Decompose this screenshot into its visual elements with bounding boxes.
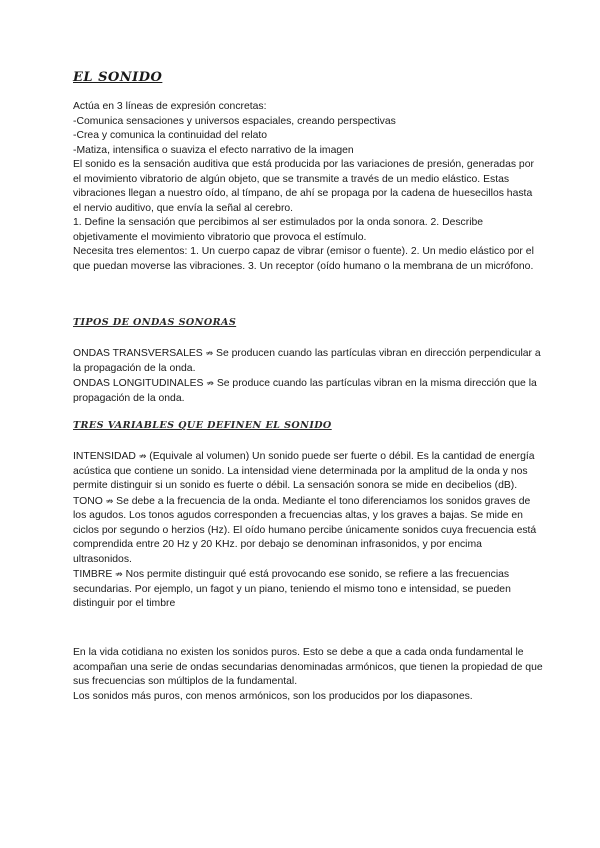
definition-text: Se debe a la frecuencia de la onda. Mediante el tono diferenciamos los sonidos graves de los agudos. Los tonos agudos corresponden a frecuencias altas, y los graves a bajas. Se mide en ciclos por segundo o herzios (Hz). El oído humano percibe únicamente sonidos cuya frecuencia está comprendida entre 20 Hz y 20 KHz. por debajo se denominan infrasonidos, y por encima ultrasonidos. (73, 495, 537, 565)
intro-paragraph: Necesita tres elementos: 1. Un cuerpo capaz de vibrar (emisor o fuente). 2. Un medio elástico por el que puedan moverse las vibraciones. 3. Un receptor (oído humano o la membrana de un micrófono. (73, 246, 534, 272)
intro-paragraph: El sonido es la sensación auditiva que está producida por las variaciones de presión, generadas por el movimiento vibratorio de algún objeto, que se transmite a través de un medio elástico. Estas vibraciones llegan a nuestro oído, al tímpano, de ahí se propaga por la cadena de huesecillos hasta el nervio auditivo, que envía la señal al cerebro. (73, 159, 534, 214)
definition-term: INTENSIDAD (73, 451, 136, 462)
section-heading-tipos: TIPOS DE ONDAS SONORAS (73, 317, 237, 328)
definition-text: Nos permite distinguir qué está provocando ese sonido, se refiere a las frecuencias secundarias. Por ejemplo, un fagot y un piano, teniendo el mismo tono e intensidad, se pueden distinguir por el timbre (73, 569, 511, 609)
definition-item (73, 567, 543, 612)
arrow-icon: ⇏ (138, 451, 147, 461)
intro-section (73, 100, 543, 274)
arrow-icon: ⇏ (105, 495, 114, 506)
intro-paragraph: 1. Define la sensación que percibimos al ser estimulados por la onda sonora. 2. Describe objetivamente el movimiento vibratorio que provoca el estímulo. (73, 217, 484, 243)
definition-item (73, 346, 543, 376)
definition-text: (Equivale al volumen) Un sonido puede ser fuerte o débil. Es la cantidad de energía acústica que contiene un sonido. La intensidad viene determinada por la amplitud de la onda y nos permite distinguir si un sonido es fuerte o débil. La sensación sonora se mide en decibelios (dB). (73, 451, 535, 491)
definition-item (73, 494, 543, 568)
intro-line: -Crea y comunica la continuidad del relato (73, 130, 268, 141)
intro-line: -Comunica sensaciones y universos espaciales, creando perspectivas (73, 115, 396, 127)
closing-paragraph: Los sonidos más puros, con menos armónicos, son los producidos por los diapasones. (73, 690, 473, 702)
definition-item (73, 449, 543, 494)
arrow-icon: ⇏ (205, 348, 214, 358)
page-title: EL SONIDO (73, 70, 163, 85)
tipos-section (73, 346, 543, 406)
closing-section (73, 646, 543, 704)
definition-text: Se produce cuando las partículas vibran en la misma dirección que la propagación de la onda. (73, 378, 537, 404)
intro-line: -Matiza, intensifica o suaviza el efecto narrativo de la imagen (73, 144, 354, 156)
definition-text: Se producen cuando las partículas vibran en dirección perpendicular a la propagación de la onda. (73, 348, 541, 374)
definition-item (73, 376, 543, 406)
closing-paragraph: En la vida cotidiana no existen los sonidos puros. Esto se debe a que a cada onda fundamental le acompañan una serie de ondas secundarias denominadas armónicos, que tienen la propiedad de que sus frecuencias son múltiplos de la fundamental. (73, 647, 543, 687)
definition-term: ONDAS LONGITUDINALES (73, 378, 204, 389)
section-heading-variables: TRES VARIABLES QUE DEFINEN EL SONIDO (73, 420, 332, 431)
definition-term: ONDAS TRANSVERSALES (73, 348, 203, 359)
variables-section (73, 449, 543, 612)
definition-term: TIMBRE (73, 569, 113, 580)
arrow-icon: ⇏ (115, 569, 123, 579)
intro-line: Actúa en 3 líneas de expresión concretas: (73, 101, 267, 112)
arrow-icon: ⇏ (206, 378, 214, 388)
definition-term: TONO (73, 495, 103, 507)
